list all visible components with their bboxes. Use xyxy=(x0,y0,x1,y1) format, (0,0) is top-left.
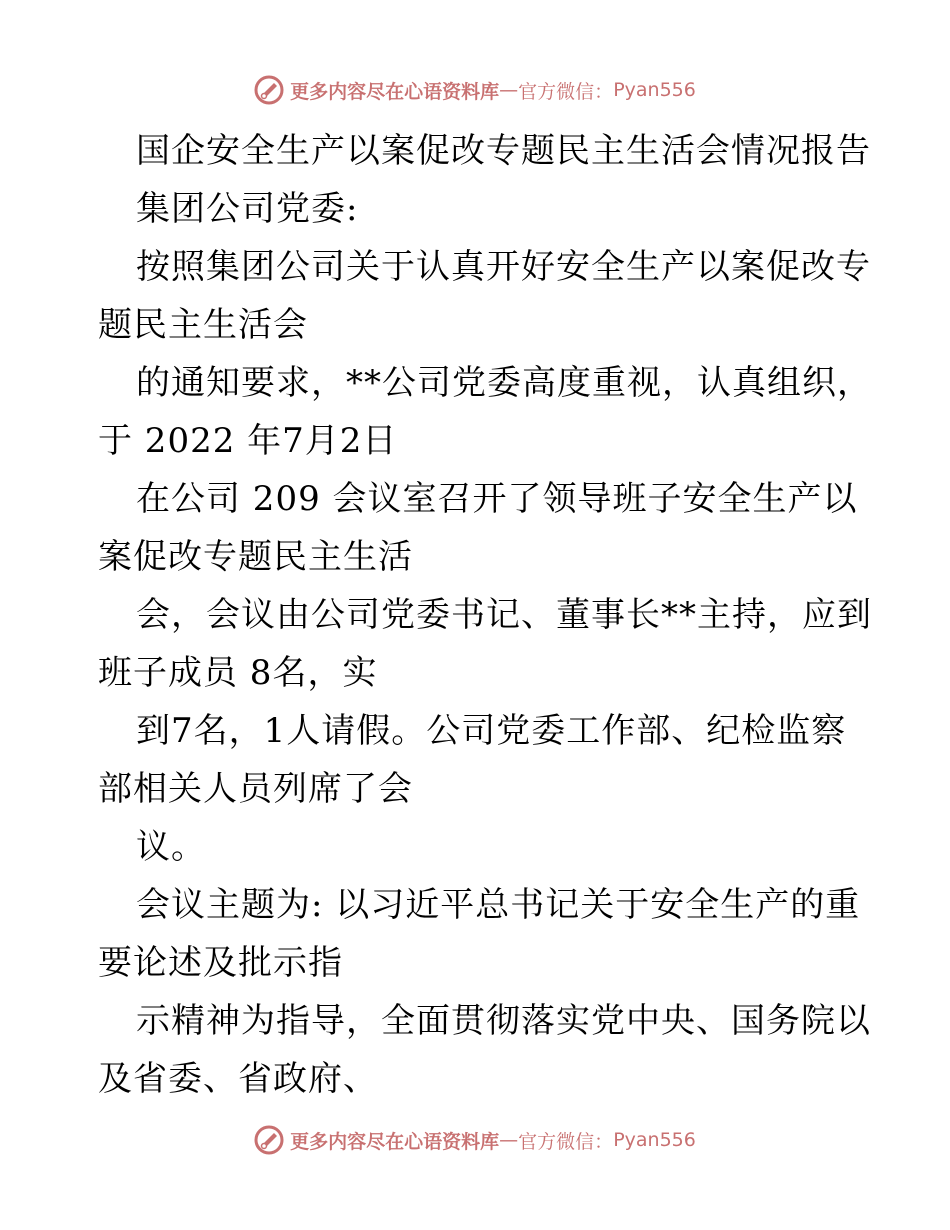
document-body xyxy=(98,122,872,1108)
document-line: 会议主题为: 以习近平总书记关于安全生产的重 xyxy=(136,885,861,925)
brand-logo-icon xyxy=(254,1125,284,1155)
document-line: 部相关人员列席了会 xyxy=(98,769,413,809)
watermark-wechat-label: 官方微信： xyxy=(518,80,614,103)
document-line: 国企安全生产以案促改专题民主生活会情况报告 xyxy=(136,131,871,171)
watermark-wechat-label: 官方微信： xyxy=(518,1130,614,1153)
document-line: 到7名，1人请假。公司党委工作部、纪检监察 xyxy=(136,711,847,751)
document-line: 议。 xyxy=(136,827,206,867)
document-line: 案促改专题民主生活 xyxy=(98,537,413,577)
watermark-dash: — xyxy=(499,79,519,101)
watermark-wechat-id: Pyan556 xyxy=(613,1129,696,1151)
watermark-text: 更多内容尽在心语资料库 xyxy=(290,1130,500,1153)
document-line: 会，会议由公司党委书记、董事长**主持，应到 xyxy=(136,595,872,635)
watermark-text: 更多内容尽在心语资料库 xyxy=(290,80,500,103)
document-line: 在公司 209 会议室召开了领导班子安全生产以 xyxy=(136,479,858,519)
document-line: 的通知要求，**公司党委高度重视，认真组织， xyxy=(136,363,872,403)
brand-logo-icon xyxy=(254,75,284,105)
watermark-header xyxy=(0,70,950,110)
watermark-dash: — xyxy=(499,1129,519,1151)
watermark-wechat-id: Pyan556 xyxy=(613,79,696,101)
document-line: 示精神为指导，全面贯彻落实党中央、国务院以 xyxy=(136,1001,871,1041)
document-line: 要论述及批示指 xyxy=(98,943,343,983)
document-line: 题民主生活会 xyxy=(98,305,308,345)
document-line: 按照集团公司关于认真开好安全生产以案促改专 xyxy=(136,247,871,287)
document-line: 集团公司党委: xyxy=(136,189,359,229)
document-line: 于 2022 年7月2日 xyxy=(98,421,398,461)
watermark-footer xyxy=(0,1120,950,1160)
document-line: 班子成员 8名，实 xyxy=(98,653,378,693)
document-line: 及省委、省政府、 xyxy=(98,1059,378,1099)
